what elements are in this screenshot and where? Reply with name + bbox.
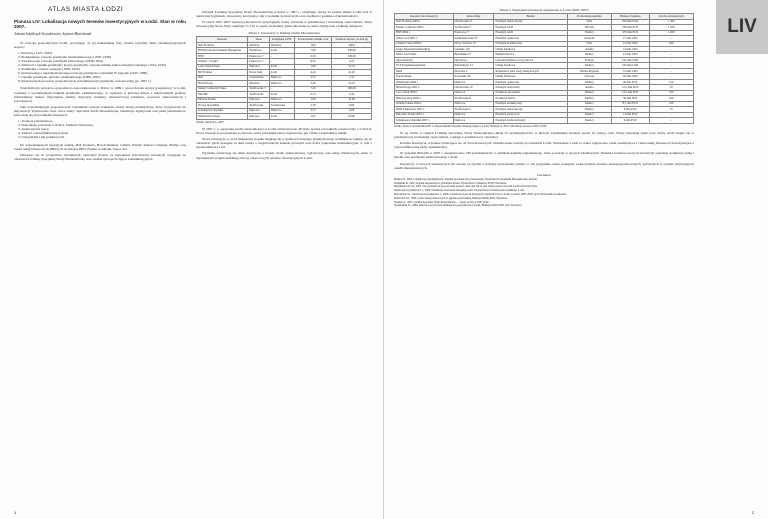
table-cell: 12,5 mln PLN <box>611 85 649 90</box>
table-cell: Piłsudskiego 15 <box>453 63 494 68</box>
table-cell: Niemcy <box>567 52 611 57</box>
table-cell: 14 mln USD <box>611 47 649 52</box>
table-cell: Łódź <box>269 64 294 69</box>
table-cell: – <box>649 36 694 41</box>
table-cell: Teofilowska 8 <box>453 96 494 101</box>
right-page <box>384 0 768 519</box>
table-cell: Przemysł farmaceutyczny <box>494 118 567 123</box>
table-cell: 11,00 <box>332 97 372 102</box>
table-cell: 2,42 <box>332 92 372 97</box>
table-cell: Dell <box>197 75 248 80</box>
table-cell: 160,00 <box>332 86 372 91</box>
table-cell: – <box>649 57 694 62</box>
table-cell: 8,7 mln PLN <box>611 101 649 106</box>
table-cell: Przemysł kosmetyczny <box>494 101 567 106</box>
table-cell: Produkcja mebli <box>494 96 567 101</box>
table-cell: 2,73 <box>294 108 331 113</box>
middle-column <box>196 10 372 162</box>
table-cell: Olechów <box>248 42 270 47</box>
literature-item: Szczepański W., 2006, Rozwój nowych form działalności gospodarczej w Łodzi, Biuletyn KPZK PAN 224, Warszawa. <box>394 204 523 208</box>
table-cell: – <box>649 118 694 123</box>
table-cell: Dąbrowa <box>453 90 494 95</box>
table1-caption: Tabela 1. Inwestorzy w łódzkiej Strefie Ekonomicznej <box>248 31 320 36</box>
table-cell: 1,05 <box>294 114 331 119</box>
table-cell: Olechów <box>248 81 270 86</box>
table-cell: 70 <box>649 107 694 112</box>
table-cell: 60,00 <box>332 114 372 119</box>
right-column <box>394 8 694 208</box>
table-cell: Gillette Polska 2004 r. <box>395 101 454 106</box>
table-cell: Kopernika 36 <box>453 74 494 79</box>
article-title: Plansza LIV: Lokalizacja nowych terenów inwestycyjnych w Łodzi. Stan w roku 2007. <box>14 19 186 30</box>
table-cell: Przemysł spożywczy <box>494 112 567 117</box>
body-paragraph: Jako najważniejszym gospodarczym czynnikiem rozwoju wskazano dawne tereny przemysłowe, które wytypowano do aktywizacji. Wyznaczono m.in. nowe strefy: Specjalną Strefę Ekonomiczną, lokalizacje logistyczne oraz parki przemysłowe, które stały się przyczółkami inwestycji. <box>14 104 186 117</box>
table-cell: – <box>649 63 694 68</box>
table-cell: Przemysł AGD <box>494 30 567 35</box>
table-cell: 4,44 <box>294 70 331 75</box>
table-cell: 1 600 <box>649 30 694 35</box>
table-cell: Nowe Sady <box>248 70 270 75</box>
table-cell: Teofilowska <box>248 103 270 108</box>
table1-header-cell: Teren <box>248 37 270 42</box>
literature-item: Badura W., 2003, Lokalizacja przedsiębiorstw. Aspekty ekonomiczno-przestrzenne, Wydawnictwo Akademii Ekonomicznej, Poznań. <box>394 177 538 181</box>
table-cell: Dell Products <box>197 42 248 47</box>
table-cell: 9,00 <box>332 103 372 108</box>
table-cell: Amcor Ltd 2001 r. <box>395 36 454 41</box>
table-cell: 200 <box>649 41 694 46</box>
table-cell: Teofilowska 5 <box>453 25 494 30</box>
table-cell: Philit Elektronics 2007 r. <box>395 107 454 112</box>
table-cell: 13,5 mln PLN <box>611 90 649 95</box>
body-paragraph: Kolejne inwestycje, wyraźnie różnicujące się od dotychczasowych, zlokalizowane zostały na obrzeżach Łodzi. Największe z nich to centra logistyczne, parki przemysłowe i centra usług biznesowych korzystające z wykwalifikowanej kadry akademickiej. <box>394 141 694 150</box>
literature-item: Domański B., 2001, Kapitał zagraniczny w przemyśle Polski, Wydawnictwo Naukowe PWN, Warszawa. <box>394 181 507 185</box>
table-cell: – <box>269 86 294 91</box>
table-cell: Przemysł elektroniczny <box>494 107 567 112</box>
table-cell: 0,74 <box>294 92 331 97</box>
table-cell: 500 mln PLN <box>611 25 649 30</box>
table-cell: Coco-Werk 2005 r. <box>395 90 454 95</box>
table-cell: Dąbrowa <box>453 79 494 84</box>
table-cell: Dąbrowa <box>269 97 294 102</box>
table1-source: Źródło: Skarżyk A. 2007 <box>196 120 224 124</box>
table-cell: – <box>649 68 694 73</box>
table-row <box>395 118 694 123</box>
factor-item: 1. Tradycja przemysłowa, <box>18 119 54 124</box>
table-cell: Usługi finansowe <box>494 74 567 79</box>
table-cell: Merloni Polska <box>197 97 248 102</box>
table-cell: Teofilowska 5 <box>453 107 494 112</box>
table-cell: Olechowska 10 <box>453 85 494 90</box>
page-number-right: 2 <box>751 510 754 515</box>
literature-item: Marcińczak Sz., Jakóbczyk-Gryszkiewicz J., 2006, Lokalizacja nowych inwestycji przemysłowych w Łodzi w latach 1990–2005, Acta Universitatis Lodziensis. <box>394 193 567 197</box>
investors-table <box>196 36 372 119</box>
body-paragraph: Do najważniejszych inwestycji należą: Dell Products, Bosch-Siemens, Gillette Poland, Indesit Company, Philips oraz centra usług biznesowych (BPO), m.in. Infosys BPO, Fujitsu i Citibank, Sopot–Tel. <box>14 142 186 151</box>
table-cell: 1,09 <box>294 97 331 102</box>
table-cell: Olechów <box>269 42 294 47</box>
table-cell: Produkcja drewniana <box>494 90 567 95</box>
table-cell: 8 mln PLN <box>611 107 649 112</box>
table-cell: 72 mln USD <box>611 68 649 73</box>
table-cell: Hirsch Kopp 2005 r. <box>395 85 454 90</box>
table2-caption: Tabela 2. Największe inwestycje zagraniczne w Łodzi (2000–2007) <box>499 8 589 12</box>
table-cell: Niemcy <box>567 90 611 95</box>
table-cell: 150 <box>649 79 694 84</box>
table-cell: 2,26 <box>294 81 331 86</box>
body-paragraph: Inwestycje w nowych lokalizacjach nie zawsze są zgodne z polityką przestrzenną miasta; w ich przypadku często następuje wykorzystanie terenów niezagospodarowanych, położonych w obrębie peryferyjnych osiedli mieszkaniowych. <box>394 161 694 170</box>
table2-header-cell: Pochodzenie kapitału <box>567 14 611 19</box>
table-cell: 6,50 <box>294 53 331 58</box>
table-cell: 70 <box>649 85 694 90</box>
table-cell: Handel hurtowy <box>494 52 567 57</box>
table-cell: Dąbrowa <box>248 108 270 113</box>
table-cell: Australia <box>567 36 611 41</box>
table-cell: Austria <box>567 85 611 90</box>
stage-list <box>18 51 186 84</box>
table-cell: 17 mln USD <box>611 36 649 41</box>
table-cell: 30 mln PLN <box>611 96 649 101</box>
body-paragraph: Transformacja ustrojowo-gospodarcza zapoczątkowana w Polsce w 1989 r. spowodowała kryzys gospodarczy w Łodzi, związany z wcześniejszym brakiem przemysłu włókienniczego, co wpłynęło w głównej mierze z zakończeniem podstaw infrastruktury miasta. Największe zmiany dotyczyły struktury własnościowej zakładów, procesów dekoncentracji i prywatyzacji. <box>14 86 186 103</box>
table-cell: Olechowska 51 <box>453 19 494 24</box>
factor-item: 4. Tanich i wykwalifikowanych kadr, <box>18 131 69 136</box>
table-cell: 2,78 <box>294 103 331 108</box>
stage-item: 6. Intensywnego i uprzemysłowionego rozwoju przemysłu z udziałem W regionie (1945–1989) <box>18 71 148 76</box>
table-cell: Szwecja <box>567 74 611 79</box>
literature-item: Pędziwiatr M., 1999, Centra usług biznesowych w aglomeracji łódzkiej, Biuletyn KPZK PAN, Warszawa. <box>394 196 508 200</box>
table-cell: – <box>649 52 694 57</box>
table-cell: Schumpeter Organika 2007 r. <box>395 118 454 123</box>
table-cell: Schumpeter Organika <box>197 108 248 113</box>
table-cell: Dąbrowa <box>453 101 494 106</box>
table-cell: 230,00 <box>332 53 372 58</box>
table-cell: Usługi handlowe <box>494 47 567 52</box>
table-cell: Łódź <box>269 48 294 53</box>
table-cell: Niemcy <box>567 30 611 35</box>
table-cell: 13 mln USD <box>611 41 649 46</box>
literature-heading: Literatura <box>537 172 551 177</box>
table-cell: Metro AG Polska <box>395 52 454 57</box>
table-cell: – <box>649 74 694 79</box>
table-cell: Niemcy <box>567 79 611 84</box>
body-paragraph: W tej chwili w ramach Łódzkiej Specjalnej Strefy Ekonomicznej działa 22 przedsiębiorstwa, w których zatrudnienie znalazło ponad 10 tysięcy osób. Firmy inwestują także poza strefą; AGD skupia się w przemysłowej wschodniej części miasta, a usługi w południowej i centralnej. <box>394 130 694 140</box>
table-cell: Dowolna 3 <box>453 68 494 73</box>
table-cell: Dąbrowa <box>248 64 270 69</box>
table-cell: Dąbrowa <box>269 81 294 86</box>
table-cell: 1,80 <box>294 64 331 69</box>
left-column <box>14 18 186 163</box>
stage-item: 1. Rolniczy (1421–1820) <box>18 50 52 55</box>
body-paragraph: W latach 1997–2007 najwięcej inwestorów przyciągnęły tereny położone w południowej i wschodniej części miasta. Teren inwestycyjny Nowe Sady obejmuje 17,3 ha w części zachodniej, gdzie lokowane są centra logistyczne i zakłady usługowe. <box>196 20 372 29</box>
literature-item: Skarżyk A., 2007, Łódzka Specjalna Strefa Ekonomiczna — raport roczny, ŁSSE, Łódź. <box>394 200 490 204</box>
table1-header-cell: Powierzchnia działki w ha <box>294 37 331 42</box>
table-cell: 30 mln USD <box>611 74 649 79</box>
table-cell: 40 mln PLN <box>611 79 649 84</box>
table-cell: 3,73 <box>294 75 331 80</box>
table-cell: BSH Bosch und Siemens Hausgeräte <box>197 48 248 53</box>
table-cell: BSH <box>197 53 248 58</box>
article-authors: Jolanta Jakóbczyk-Gryszkiewicz, Szymon Marcińczak <box>14 32 92 37</box>
table-cell: Dąbrowa <box>453 118 494 123</box>
table-cell: 340,00 <box>332 48 372 53</box>
body-paragraph: Odnosząc się do programów rewitalizacji, zauważyć można, że największa koncentracja inwestycji występuje na obszarach Łódzkiej Specjalnej Strefy Ekonomicznej oraz wzdłuż głównych ciągów komunikacyjnych. <box>14 152 186 161</box>
body-paragraph: Ośrodek Łódzkiej Specjalnej Strefy Ekonomicznej powstał w 1997 r., obejmując tereny na terenie miasta Łodzi oraz w okolicznych gminach. Inwestorzy korzystają z ulg w podatku dochodowym oraz zwolnień z podatku od nieruchomości. <box>196 10 372 19</box>
table-cell: Francja <box>567 57 611 62</box>
table-row <box>197 114 372 119</box>
table-cell: 16,0 <box>294 42 331 47</box>
table1-header-cell: Kompleks LSSE <box>269 37 294 42</box>
table-cell: Przemysł budowlany <box>494 85 567 90</box>
table-cell: Procter & Gamble <box>197 103 248 108</box>
table-cell: Wydmowa <box>248 48 270 53</box>
table-cell: Przemysł opakowań <box>494 79 567 84</box>
table-cell: Przemysł opakowań <box>494 36 567 41</box>
stage-item: 8. Intensywnych procesów gospodarczych, restrukturyzacji przemysłu, wzrostu usług (po 1997 r.) <box>18 79 151 84</box>
table-cell: Niemcy <box>567 118 611 123</box>
table-cell: 250 <box>649 101 694 106</box>
table-cell: Gillette Poland 2000 r. <box>395 41 454 46</box>
table-cell: Rozbudowa sieci stacji benzynowych <box>494 68 567 73</box>
table-cell: Usługi handlowe <box>494 63 567 68</box>
table-cell: 200 mln EUR <box>611 19 649 24</box>
table-cell: – <box>269 53 294 58</box>
stage-item: 5. Stalinizmu i czasów okupacji (1939–1945) <box>18 67 80 72</box>
table-cell: – <box>269 59 294 64</box>
table1-header-cell: Inwestor <box>197 37 248 42</box>
table2-header-cell: Inwestor/rok inwestycji <box>395 14 454 19</box>
table-cell: Dąbrowa <box>453 112 494 117</box>
stage-item: 3. Żywiołowego rozwoju przemysłu fabrycznego (1848–1914) <box>18 58 104 63</box>
table-cell: Dell Products 2006 r. <box>395 19 454 24</box>
table-cell: Gdańska 122 <box>453 47 494 52</box>
table-cell: Wielka Brytania <box>567 68 611 73</box>
table-cell: 9 mln PLN <box>611 118 649 123</box>
table-cell: Coko-Werk Polska <box>197 64 248 69</box>
factor-item: 2. Dogodnego położenia w Polsce, bliskości Warszawy, <box>18 123 94 128</box>
table2-header-cell: Adres firmy <box>453 14 494 19</box>
table-cell: Papierowa 7 <box>248 53 270 58</box>
stage-item: 2. Pionierskiego rozwoju przemysłu manufakturowego (1820–1848) <box>18 54 111 59</box>
table-cell: Papierowa 7 <box>453 30 494 35</box>
body-paragraph: W 2007 r. w specjalnej strefie ekonomicznej w Łodzi zainwestowało 38 firm; łącznie ich nakłady przekroczyły 1,5 mld zł. Nowe inwestycje prowadzone są zarówno przez przedsiębiorstwa zagraniczne, jak i firmy z kapitałem polskim. <box>196 126 372 136</box>
table2-header-cell: Branża <box>494 14 567 19</box>
table-cell: Hirsch Kopp <box>197 81 248 86</box>
table-cell: 470 mln PLN <box>611 30 649 35</box>
table-cell: Wiśniewski Polska <box>197 114 248 119</box>
table-cell: BWI Polska <box>197 70 248 75</box>
table-cell: Indesit Company Polska <box>197 86 248 91</box>
table-cell: Papierowa 7 <box>248 59 270 64</box>
table-cell: 1 300 <box>649 19 694 24</box>
table-cell: Niemcy <box>567 112 611 117</box>
table-cell: 101 mln USD <box>611 57 649 62</box>
table-cell: Teofilowska <box>269 103 294 108</box>
table-cell: Nordea Bank <box>395 74 454 79</box>
table-cell: 100 <box>649 90 694 95</box>
body-paragraph: Wyraźnie zaznaczają się także inwestycje z branży AGD, elektronicznej, logistycznej oraz usług biznesowych, które w największym stopniu kształtują obecny obraz nowych terenów inwestycyjnych Łodzi. <box>196 151 372 160</box>
table-cell: 1,55 <box>332 75 372 80</box>
table-cell: Indesit Company 2006 r. <box>395 25 454 30</box>
table-cell: Brzezińska 27 <box>453 52 494 57</box>
table-cell: Aleksandrowska 55 <box>453 36 494 41</box>
table-cell: Mirosław Polska 2007 r. <box>395 112 454 117</box>
table-cell: Łódź <box>269 92 294 97</box>
literature-item: Jakóbczyk-Gryszkiewicz J., 2006, Przemiany przestrzeni miejskiej Łodzi, Wydawnictwo Uniwersytetu Łódzkiego, Łódź. <box>394 189 525 193</box>
table-cell: Przemysł AGD <box>494 25 567 30</box>
table-cell: Gillette – Poland <box>197 59 248 64</box>
table-cell: 1 500 <box>649 25 694 30</box>
table-cell: 14 mln USD <box>611 52 649 57</box>
table-cell: Przemysł kosmetyczny <box>494 41 567 46</box>
table-cell: 7,20 <box>294 86 331 91</box>
factor-item: 3. Atrakcyjności pracy, <box>18 127 50 132</box>
table-cell: 22,27 <box>332 81 372 86</box>
table-cell: 4,72 <box>332 59 372 64</box>
table-cell: 31,13 <box>332 64 372 69</box>
table-cell: Niemcy <box>567 63 611 68</box>
body-paragraph: Nowe inwestycje w coraz mniejszym stopniu skupiają się w granicach dawnego przemysłowego śródmieścia, lokując się na obrzeżach, gdzie dostępne są duże tereny o uregulowanym statusie prawnym oraz dobre połączenia komunikacyjne, w tym z autostradami A1 i A2. <box>196 137 372 150</box>
table-cell: Wiśniewski 2006 r. <box>395 79 454 84</box>
table-cell: Niemcy <box>567 107 611 112</box>
table-cell: Dąbrowa <box>248 97 270 102</box>
table-cell: BSH 2004 r. <box>395 30 454 35</box>
table-cell: 14 mln PLN <box>611 112 649 117</box>
atlas-header: ATLAS MIASTA ŁODZI <box>48 6 124 13</box>
table-cell: Dąbrowa <box>269 108 294 113</box>
section-badge: LIV <box>716 0 768 54</box>
table-cell: Przemysł elektroniczny <box>494 19 567 24</box>
table2-header-cell: Liczba zatrudnionych <box>649 14 694 19</box>
stage-item: 7. Upadku przemysłu, głównie włókienniczego (1989–1997) <box>18 75 101 80</box>
table1-header-cell: Wielkość inwest. (w mln zł) <box>332 37 372 42</box>
body-paragraph: W systemie REGON w 2007 r. zarejestrowano 169 przedsiębiorstw z udziałem kapitału zagranicznego, które powstały w nowych lokalizacjach. Struktura branżowa nowych inwestycji wykazuje dominację usług i handlu oraz przemysłu elektronicznego i AGD. <box>394 151 694 160</box>
table-cell: Teofilowska <box>248 92 270 97</box>
table-cell: 100 <box>649 96 694 101</box>
table-cell: Shell <box>395 68 454 73</box>
table-cell: Włochy <box>567 25 611 30</box>
table-cell: Teofilowska 5 <box>248 86 270 91</box>
table-cell: 41,20 <box>332 70 372 75</box>
table-cell: Łódź <box>269 70 294 75</box>
table-cell: Łódź <box>269 114 294 119</box>
factor-list <box>18 119 186 139</box>
stage-item: 4. Zmierzch i upadku przemysłu; kryzys przemysłu, wzrostu udziału sektora międzywojennego (1914–1939) <box>18 62 166 67</box>
table-cell: Ayres Retextil <box>395 57 454 62</box>
table-cell: 400,0 <box>332 42 372 47</box>
table-cell: Niemcy <box>567 96 611 101</box>
table-cell: Hellweg Shop 2005 r. <box>395 96 454 101</box>
table-cell: Dąbrowa <box>269 75 294 80</box>
table-cell: 8,50 <box>294 59 331 64</box>
table2-header-cell: Wielkość kapitału <box>611 14 649 19</box>
table-cell: 100 mln USD <box>611 63 649 68</box>
table-cell: USA <box>567 19 611 24</box>
table-cell: 0,00 <box>332 108 372 113</box>
table-cell: – <box>649 47 694 52</box>
table-cell: Grupa International Retailing <box>395 47 454 52</box>
table-cell: USA <box>567 41 611 46</box>
table-cell: Mar-Mit <box>197 92 248 97</box>
table-cell: Niemcy <box>567 101 611 106</box>
table2-source: Źródło: Dane z systemu REGON w Wojewódzkim Urzędzie Statystycznym w Łodzi; Skarżyk A. 2007; informacje prasowe 2007; ŁSSE <box>394 124 547 128</box>
table-cell: 7,00 <box>294 48 331 53</box>
table-cell: ECE Projektmanagement <box>395 63 454 68</box>
literature-list <box>394 178 694 208</box>
table-cell: Nowy Józefów 70 <box>453 41 494 46</box>
table-cell: Austria <box>567 47 611 52</box>
table-cell: Centrum handlowo-rozrywkowe <box>494 57 567 62</box>
literature-item: Dziemianowicz W., 2002, The evolution of post-socialist projects: Rise and fall of real estate projects in Łódź, Łódź University Press. <box>394 185 538 189</box>
table-cell: Dąbrowa <box>248 114 270 119</box>
factor-item: 5. Udogodnień i ulg podatkowych. <box>18 135 66 140</box>
table-cell: Czerniańska <box>248 75 270 80</box>
page-number-left: 1 <box>14 510 17 515</box>
table-cell: – <box>649 112 694 117</box>
foreign-investment-table <box>394 13 694 124</box>
table-cell: Ogrodowa <box>453 57 494 62</box>
intro-paragraph: W rozwoju gospodarczym Łodzi, poczynając od jej industrialnej fazy, można wyróżnić kilka charakterystycznych etapów: <box>14 40 186 49</box>
